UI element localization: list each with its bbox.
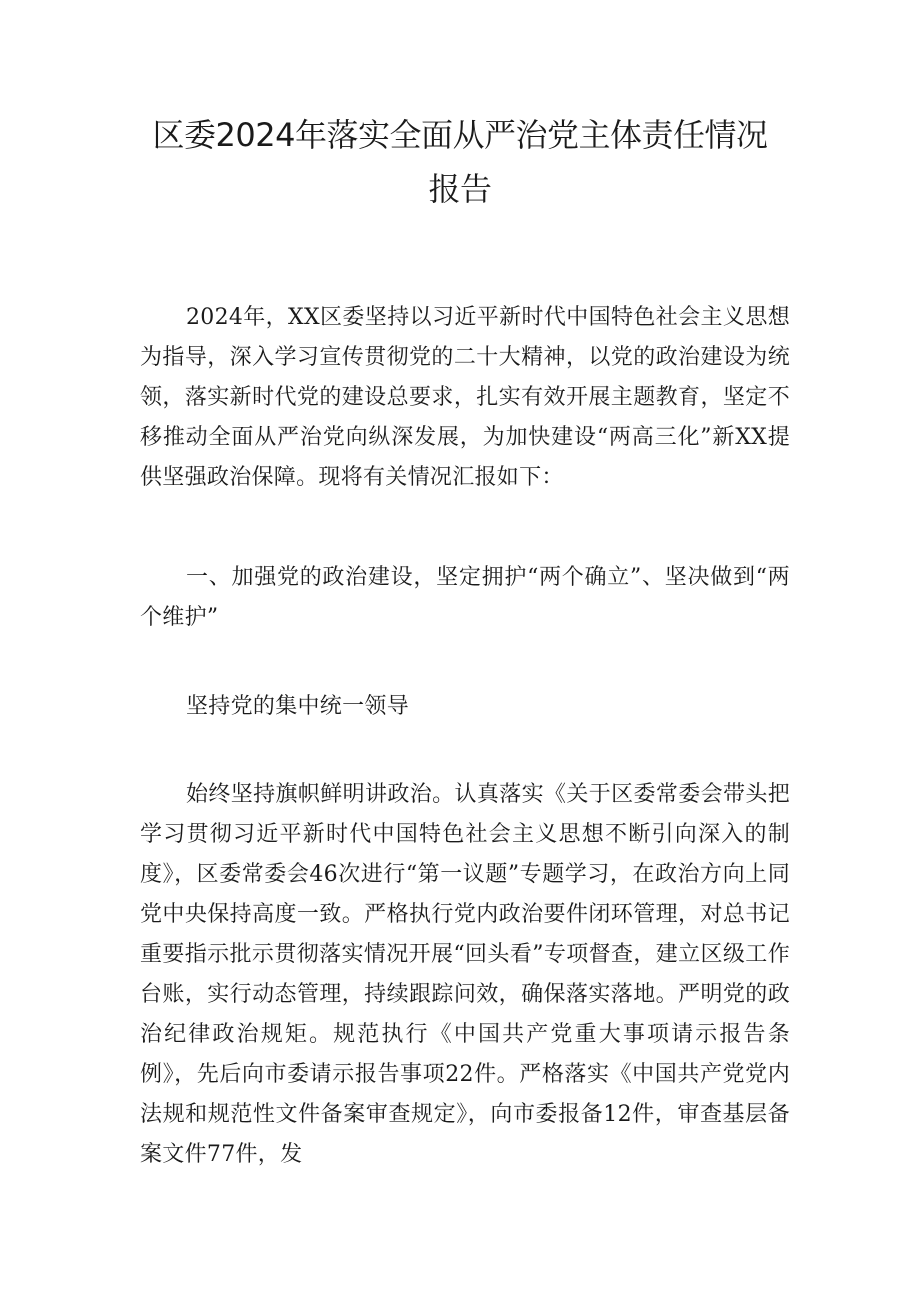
intro-paragraph: 2024年，XX区委坚持以习近平新时代中国特色社会主义思想为指导，深入学习宣传贯彻党的二十大精神，以党的政治建设为统领，落实新时代党的建设总要求，扎实有效开展主题教育，坚定不移推动全面从严治党向纵深发展，为加快建设“两高三化”新XX提供坚强政治保障。现将有关情况汇报如下： bbox=[140, 305, 790, 490]
document-title: 区委2024年落实全面从严治党主体责任情况报告 bbox=[152, 116, 768, 208]
section-heading-1: 一、加强党的政治建设，坚定拥护“两个确立”、坚决做到“两个维护” bbox=[140, 565, 790, 630]
subsection-heading: 坚持党的集中统一领导 bbox=[186, 694, 410, 719]
body-paragraph: 始终坚持旗帜鲜明讲政治。认真落实《关于区委常委会带头把学习贯彻习近平新时代中国特色社会主义思想不断引向深入的制度》，区委常委会46次进行“第一议题”专题学习，在政治方向上同党中央保持高度一致。严格执行党内政治要件闭环管理，对总书记重要指示批示贯彻落实情况开展“回头看”专项督查，建立区级工作台账，实行动态管理，持续跟踪问效，确保落实落地。严明党的政治纪律政治规矩。规范执行《中国共产党重大事项请示报告条例》，先后向市委请示报告事项22件。严格落实《中国共产党党内法规和规范性文件备案审查规定》，向市委报备12件，审查基层备案文件77件，发 bbox=[140, 782, 790, 1167]
